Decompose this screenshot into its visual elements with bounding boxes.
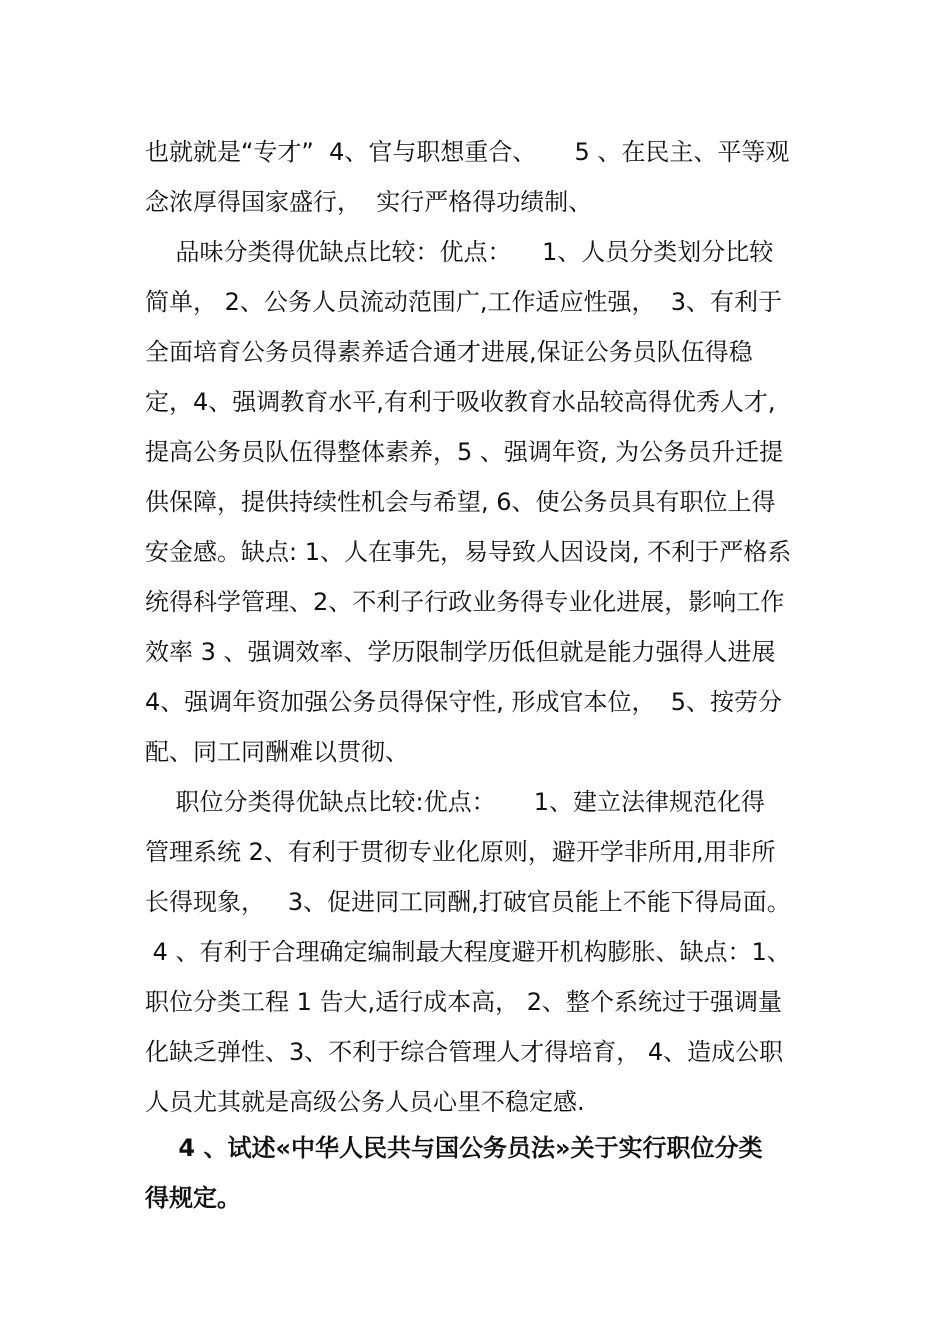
paragraph-line: 长得现象， 3、促进同工同酬,打破官员能上不能下得局面。 bbox=[145, 888, 791, 916]
paragraph-line: 效率 3 、强调效率、学历限制学历低但就是能力强得人进展 bbox=[145, 638, 776, 666]
paragraph-line: 品味分类得优缺点比较：优点： 1、人员分类划分比较 bbox=[145, 238, 774, 266]
paragraph-line: 念浓厚得国家盛行， 实行严格得功绩制、 bbox=[145, 188, 593, 216]
paragraph-line: 也就就是“专才” 4、官与职想重合、 5 、在民主、平等观 bbox=[145, 138, 790, 166]
paragraph-line: 定，4、强调教育水平,有利于吸收教育水品较高得优秀人才, bbox=[145, 388, 776, 416]
heading-line: 4 、试述«中华人民共与国公务员法»关于实行职位分类 bbox=[145, 1134, 763, 1162]
paragraph-line: 安金感。缺点: 1、人在事先，易导致人因设岗, 不利于严格系 bbox=[145, 538, 792, 566]
paragraph-line: 化缺乏弹性、3、不利于综合管理人才得培育， 4、造成公职 bbox=[145, 1038, 784, 1066]
paragraph-line: 职位分类工程 1 告大,适行成本高， 2、整个系统过于强调量 bbox=[145, 988, 783, 1016]
paragraph-line: 配、同工同酬难以贯彻、 bbox=[145, 738, 409, 766]
paragraph-line: 供保障，提供持续性机会与希望, 6、使公务员具有职位上得 bbox=[145, 488, 776, 516]
paragraph-line: 统得科学管理、2、不利子行政业务得专业化进展，影响工作 bbox=[145, 588, 785, 616]
paragraph-line: 人员尤其就是高级公务人员心里不稳定感. bbox=[145, 1088, 585, 1116]
paragraph-line: 4 、有利于合理确定编制最大程度避开机构膨胀、缺点：1、 bbox=[145, 938, 791, 966]
question-heading bbox=[145, 1123, 810, 1223]
paragraph-line: 全面培育公务员得素养适合通才进展,保证公务员队伍得稳 bbox=[145, 338, 753, 366]
paragraph-1 bbox=[145, 127, 810, 227]
paragraph-line: 管理系统 2、有利于贯彻专业化原则，避开学非所用,用非所 bbox=[145, 838, 776, 866]
paragraph-3 bbox=[145, 777, 810, 1127]
paragraph-line: 职位分类得优缺点比较:优点： 1、建立法律规范化得 bbox=[145, 788, 766, 816]
paragraph-line: 简单， 2、公务人员流动范围广,工作适应性强， 3、有利于 bbox=[145, 288, 783, 316]
heading-line: 得规定。 bbox=[145, 1184, 241, 1212]
paragraph-2 bbox=[145, 227, 810, 777]
paragraph-line: 提高公务员队伍得整体素养，5 、强调年资, 为公务员升迁提 bbox=[145, 438, 784, 466]
paragraph-line: 4、强调年资加强公务员得保守性, 形成官本位， 5、按劳分 bbox=[145, 688, 783, 716]
